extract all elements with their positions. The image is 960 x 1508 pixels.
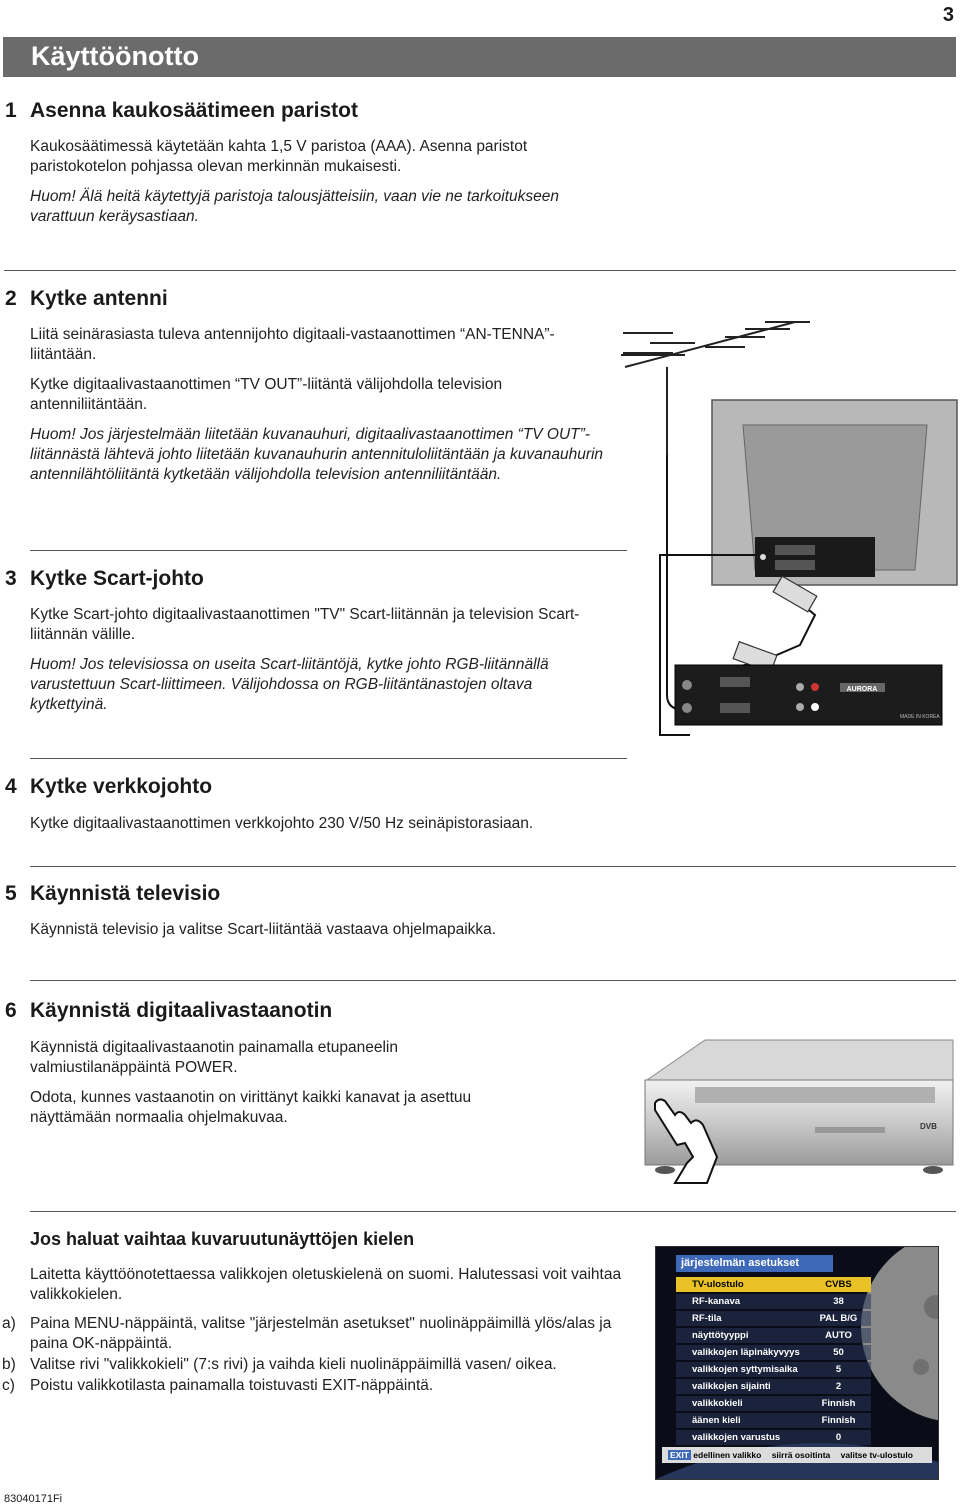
receiver-front-illustration: [635, 1035, 957, 1185]
section-5-body: [30, 920, 640, 950]
divider: [30, 758, 627, 759]
osd-menu-row-value: PAL B/G: [819, 1313, 858, 1324]
page-number: 3: [942, 4, 954, 26]
section-1-title: 1 Asenna kaukosäätimeen paristot: [5, 99, 358, 122]
section-3-body: [30, 605, 610, 725]
osd-menu-row-value: 5: [835, 1364, 842, 1375]
osd-menu-row-key: valikkokieli: [692, 1398, 743, 1409]
list-item: c) Poistu valikkotilasta painamalla toistuvasti EXIT-näppäintä.: [2, 1377, 434, 1394]
section-2-paragraph-1: Liitä seinärasiasta tuleva antennijohto digitaali-vastaanottimen “AN-TENNA”-liitäntään.: [30, 326, 555, 363]
osd-menu-row-key: valikkojen sijainti: [692, 1381, 771, 1392]
osd-menu-screenshot: [655, 1246, 939, 1480]
section-2-note: Huom! Jos järjestelmään liitetään kuvanauhuri, digitaalivastaanottimen “TV OUT”-liitännästä lähtevä johto liitetään kuvanauhurin antennituloliitäntään ja kuvanauhurin antennilähtöliitäntä kytketään välijohdolla television antenniliitäntään.: [30, 426, 604, 483]
osd-menu-row-key: RF-kanava: [692, 1296, 741, 1307]
divider: [4, 270, 956, 271]
osd-menu-row: [676, 1396, 871, 1411]
section-6-body: [30, 1038, 500, 1138]
section-1-body: [30, 137, 625, 237]
language-section-body: [2, 1265, 627, 1396]
section-2-paragraph-2: Kytke digitaalivastaanottimen “TV OUT”-liitäntä välijohdolla television antenniliitäntään.: [30, 376, 503, 413]
section-3-note: Huom! Jos televisiossa on useita Scart-liitäntöjä, kytke johto RGB-liitännällä varustettuun Scart-liittimeen. Välijohdossa on RGB-liitäntänastojen oltava kytkettyinä.: [30, 656, 549, 713]
move-hint: siirrä osoitinta: [771, 1450, 831, 1460]
osd-menu-title: järjestelmän asetukset: [676, 1255, 833, 1272]
chapter-title: Käyttöönotto: [31, 41, 199, 71]
osd-menu-row: [676, 1413, 871, 1428]
osd-menu-row: [676, 1345, 871, 1360]
section-3-paragraph: Kytke Scart-johto digitaalivastaanottimen "TV" Scart-liitännän ja television Scart-liitännän välille.: [30, 606, 580, 643]
section-1-paragraph: Kaukosäätimessä käytetään kahta 1,5 V paristoa (AAA). Asenna paristot paristokotelon pohjassa olevan merkinnän mukaisesti.: [30, 138, 528, 175]
osd-menu-row: [676, 1362, 871, 1377]
section-5-title: 5 Käynnistä televisio: [5, 882, 221, 905]
language-section-title: Jos haluat vaihtaa kuvaruutunäyttöjen kielen: [30, 1229, 415, 1249]
osd-menu-row: [676, 1277, 871, 1292]
section-6-title: 6 Käynnistä digitaalivastaanotin: [5, 999, 333, 1022]
section-2-body: [30, 325, 610, 495]
osd-menu-row-value: CVBS: [825, 1279, 852, 1290]
section-5-paragraph: Käynnistä televisio ja valitse Scart-liitäntää vastaava ohjelmapaikka.: [30, 921, 497, 938]
language-intro: Laitetta käyttöönotettaessa valikkojen oletuskielenä on suomi. Halutessasi voit vaihtaa valikkokielen.: [30, 1266, 622, 1303]
osd-menu-row-value: 38: [833, 1296, 844, 1307]
ok-hint: valitse tv-ulostulo: [840, 1450, 913, 1460]
osd-menu-row: [676, 1311, 871, 1326]
section-2-title: 2 Kytke antenni: [5, 287, 168, 310]
divider: [30, 980, 956, 981]
section-4-title: 4 Kytke verkkojohto: [5, 775, 213, 798]
osd-menu-row-key: valikkojen läpinäkyvyys: [692, 1347, 800, 1358]
osd-menu-row-key: valikkojen varustus: [692, 1432, 781, 1443]
osd-menu-row-key: TV-ulostulo: [692, 1279, 744, 1290]
list-item: a) Paina MENU-näppäintä, valitse "järjestelmän asetukset" nuolinäppäimillä ylös/alas ja paina OK-näppäintä.: [2, 1315, 612, 1352]
section-6-paragraph-1: Käynnistä digitaalivastaanotin painamalla etupaneelin valmiustilanäppäintä POWER.: [30, 1039, 398, 1076]
brand-label: AURORA: [846, 686, 878, 693]
section-3-title: 3 Kytke Scart-johto: [5, 567, 204, 590]
section-4-body: [30, 814, 640, 844]
divider: [30, 550, 627, 551]
osd-menu-row-key: RF-tila: [692, 1313, 722, 1324]
footer-code: 83040171Fi: [4, 1493, 63, 1505]
osd-menu-row-value: Finnish: [821, 1398, 856, 1409]
osd-menu-row-value: 0: [835, 1432, 842, 1443]
osd-menu-row: [676, 1379, 871, 1394]
exit-key: EXIT: [670, 1450, 689, 1460]
section-4-paragraph: Kytke digitaalivastaanottimen verkkojohto 230 V/50 Hz seinäpistorasiaan.: [30, 815, 534, 832]
osd-menu-row-key: äänen kieli: [692, 1415, 741, 1426]
osd-menu-row-key: näyttötyyppi: [692, 1330, 749, 1341]
chapter-banner: [3, 37, 956, 77]
dvb-logo: DVB: [920, 1122, 937, 1131]
osd-menu-row: [676, 1328, 871, 1343]
osd-menu-row-value: 2: [835, 1381, 842, 1392]
osd-menu-row-key: valikkojen syttymisaika: [692, 1364, 798, 1375]
osd-menu-row-value: 50: [833, 1347, 844, 1358]
exit-hint: edellinen valikko: [693, 1450, 762, 1460]
osd-menu-row-value: AUTO: [825, 1330, 852, 1341]
list-item: b) Valitse rivi "valikkokieli" (7:s rivi) ja vaihda kieli nuolinäppäimillä vasen/ oikea.: [2, 1356, 557, 1373]
section-1-note: Huom! Älä heitä käytettyjä paristoja talousjätteisiin, vaan vie ne tarkoitukseen varattuun keräysastiaan.: [30, 188, 560, 225]
osd-menu-row: [676, 1294, 871, 1309]
osd-menu-helpbar: [662, 1447, 932, 1463]
divider: [30, 1211, 956, 1212]
osd-menu-row: [676, 1430, 871, 1445]
section-6-paragraph-2: Odota, kunnes vastaanotin on virittänyt kaikki kanavat ja asettuu näyttämään normaalia ohjelmakuvaa.: [30, 1089, 472, 1126]
osd-menu-row-value: Finnish: [821, 1415, 856, 1426]
tv-rear-icon: [712, 400, 957, 585]
divider: [30, 866, 956, 867]
connection-illustration: [615, 315, 960, 755]
scart-plug-icon: [733, 576, 817, 672]
made-in-label: MADE IN KOREA: [900, 714, 940, 720]
